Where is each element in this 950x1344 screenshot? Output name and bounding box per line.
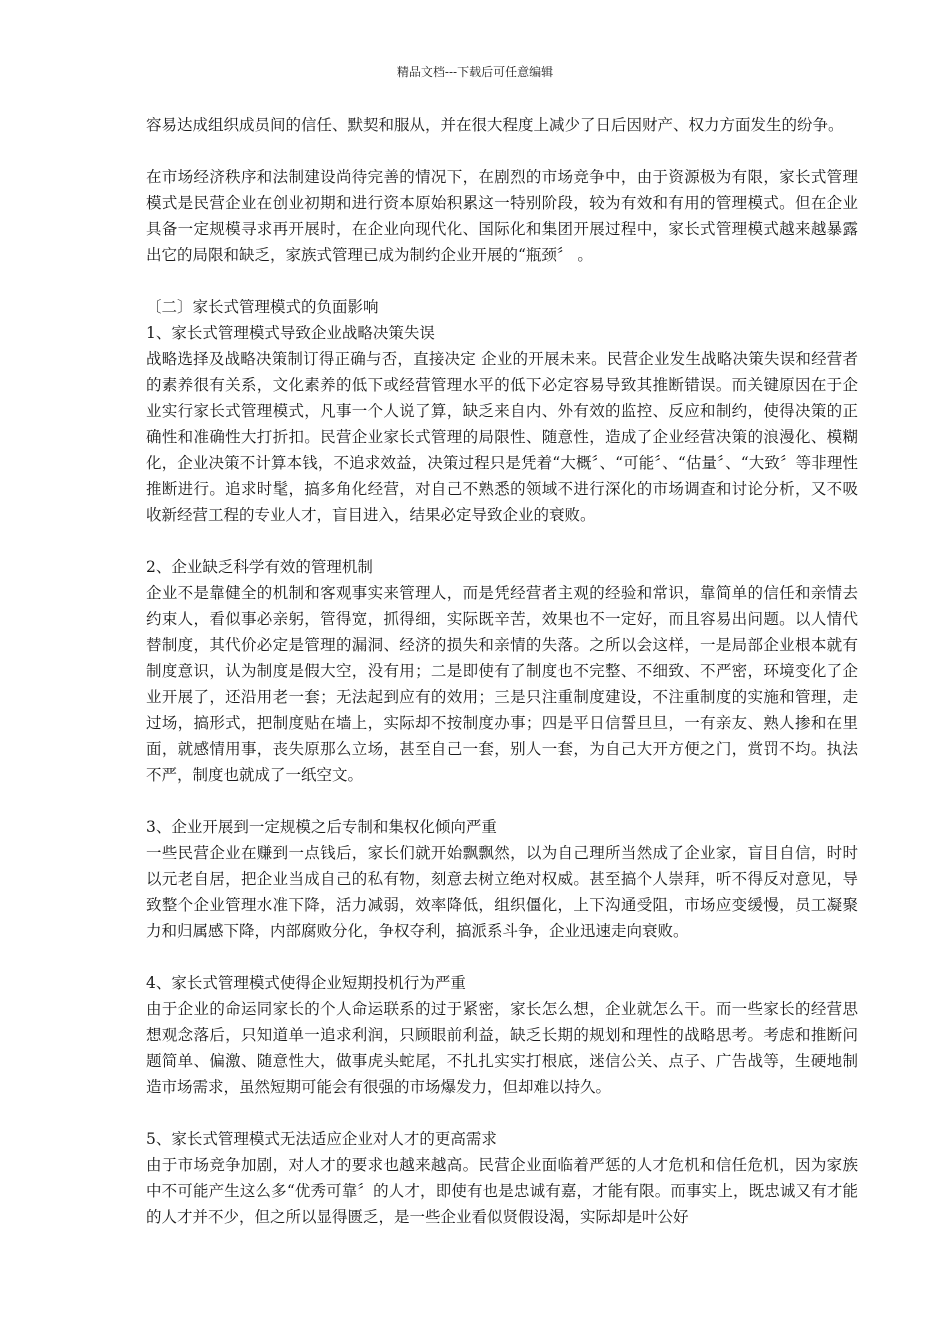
paragraph: 一些民营企业在赚到一点钱后，家长们就开始飘飘然，以为自己理所当然成了企业家，盲目自信，时时以元老自居，把企业当成自己的私有物，刻意去树立绝对权威。甚至搞个人崇拜，听不得反对意见，导致整个企业管理水准下降，活力减弱，效率降低，组织僵化，上下沟通受阻，市场应变缓慢，员工凝聚力和归属感下降，内部腐败分化，争权夺利，搞派系斗争，企业迅速走向衰败。 (146, 844, 858, 940)
subsection-heading: 2、企业缺乏科学有效的管理机制 (146, 558, 373, 576)
paragraph: 由于市场竞争加剧，对人才的要求也越来越高。民营企业面临着严惩的人才危机和信任危机，因为家族中不可能产生这么多“优秀可靠〞的人才，即使有也是忠诚有嘉，才能有限。而事实上，既忠诚又有才能的人才并不少，但之所以显得匮乏，是一些企业看似贤假设渴，实际却是叶公好 (146, 1156, 858, 1226)
paragraph: 在市场经济秩序和法制建设尚待完善的情况下，在剧烈的市场竞争中，由于资源极为有限，家长式管理模式是民营企业在创业初期和进行资本原始积累这一特别阶段，较为有效和有用的管理模式。但在企业具备一定规模寻求再开展时，在企业向现代化、国际化和集团开展过程中，家长式管理模式越来越暴露出它的局限和缺乏，家族式管理已成为制约企业开展的“瓶颈〞 。 (146, 168, 858, 264)
subsection-heading: 1、家长式管理模式导致企业战略决策失误 (146, 324, 435, 342)
subsection-heading: 5、家长式管理模式无法适应企业对人才的更高需求 (146, 1130, 497, 1148)
section-heading: 〔二〕家长式管理模式的负面影响 (146, 298, 379, 316)
paragraph: 由于企业的命运同家长的个人命运联系的过于紧密，家长怎么想，企业就怎么干。而一些家长的经营思想观念落后，只知道单一追求利润，只顾眼前利益，缺乏长期的规划和理性的战略思考。考虑和推断问题简单、偏激、随意性大，做事虎头蛇尾，不扎扎实实打根底，迷信公关、点子、广告战等，生硬地制造市场需求，虽然短期可能会有很强的市场爆发力，但却难以持久。 (146, 1000, 858, 1096)
paragraph: 容易达成组织成员间的信任、默契和服从，并在很大程度上减少了日后因财产、权力方面发生的纷争。 (146, 116, 844, 134)
paragraph: 战略选择及战略决策制订得正确与否，直接决定 企业的开展未来。民营企业发生战略决策失误和经营者的素养很有关系，文化素养的低下或经营管理水平的低下必定容易导致其推断错误。而关键原因在于企业实行家长式管理模式，凡事一个人说了算，缺乏来自内、外有效的监控、反应和制约，使得决策的正确性和准确性大打折扣。民营企业家长式管理的局限性、随意性，造成了企业经营决策的浪漫化、模糊化，企业决策不计算本钱，不追求效益，决策过程只是凭着“大概〞、“可能〞、“估量〞、“大致〞等非理性推断进行。追求时髦，搞多角化经营，对自己不熟悉的领域不进行深化的市场调查和讨论分析，又不吸收新经营工程的专业人才，盲目进入，结果必定导致企业的衰败。 (146, 350, 858, 524)
page-header: 精品文档---下载后可任意编辑 (396, 65, 554, 79)
subsection-heading: 3、企业开展到一定规模之后专制和集权化倾向严重 (146, 818, 497, 836)
paragraph: 企业不是靠健全的机制和客观事实来管理人，而是凭经营者主观的经验和常识，靠简单的信任和亲情去约束人，看似事必亲躬，管得宽，抓得细，实际既辛苦，效果也不一定好，而且容易出问题。以人情代替制度，其代价必定是管理的漏洞、经济的损失和亲情的失落。之所以会这样，一是局部企业根本就有制度意识，认为制度是假大空，没有用；二是即使有了制度也不完整、不细致、不严密，环境变化了企业开展了，还沿用老一套；无法起到应有的效用；三是只注重制度建设，不注重制度的实施和管理，走过场，搞形式，把制度贴在墙上，实际却不按制度办事；四是平日信誓旦旦，一有亲友、熟人掺和在里面，就感情用事，丧失原那么立场，甚至自己一套，别人一套，为自己大开方便之门，赏罚不均。执法不严，制度也就成了一纸空文。 (146, 584, 858, 784)
subsection-heading: 4、家长式管理模式使得企业短期投机行为严重 (146, 974, 466, 992)
document-body (146, 112, 858, 1230)
